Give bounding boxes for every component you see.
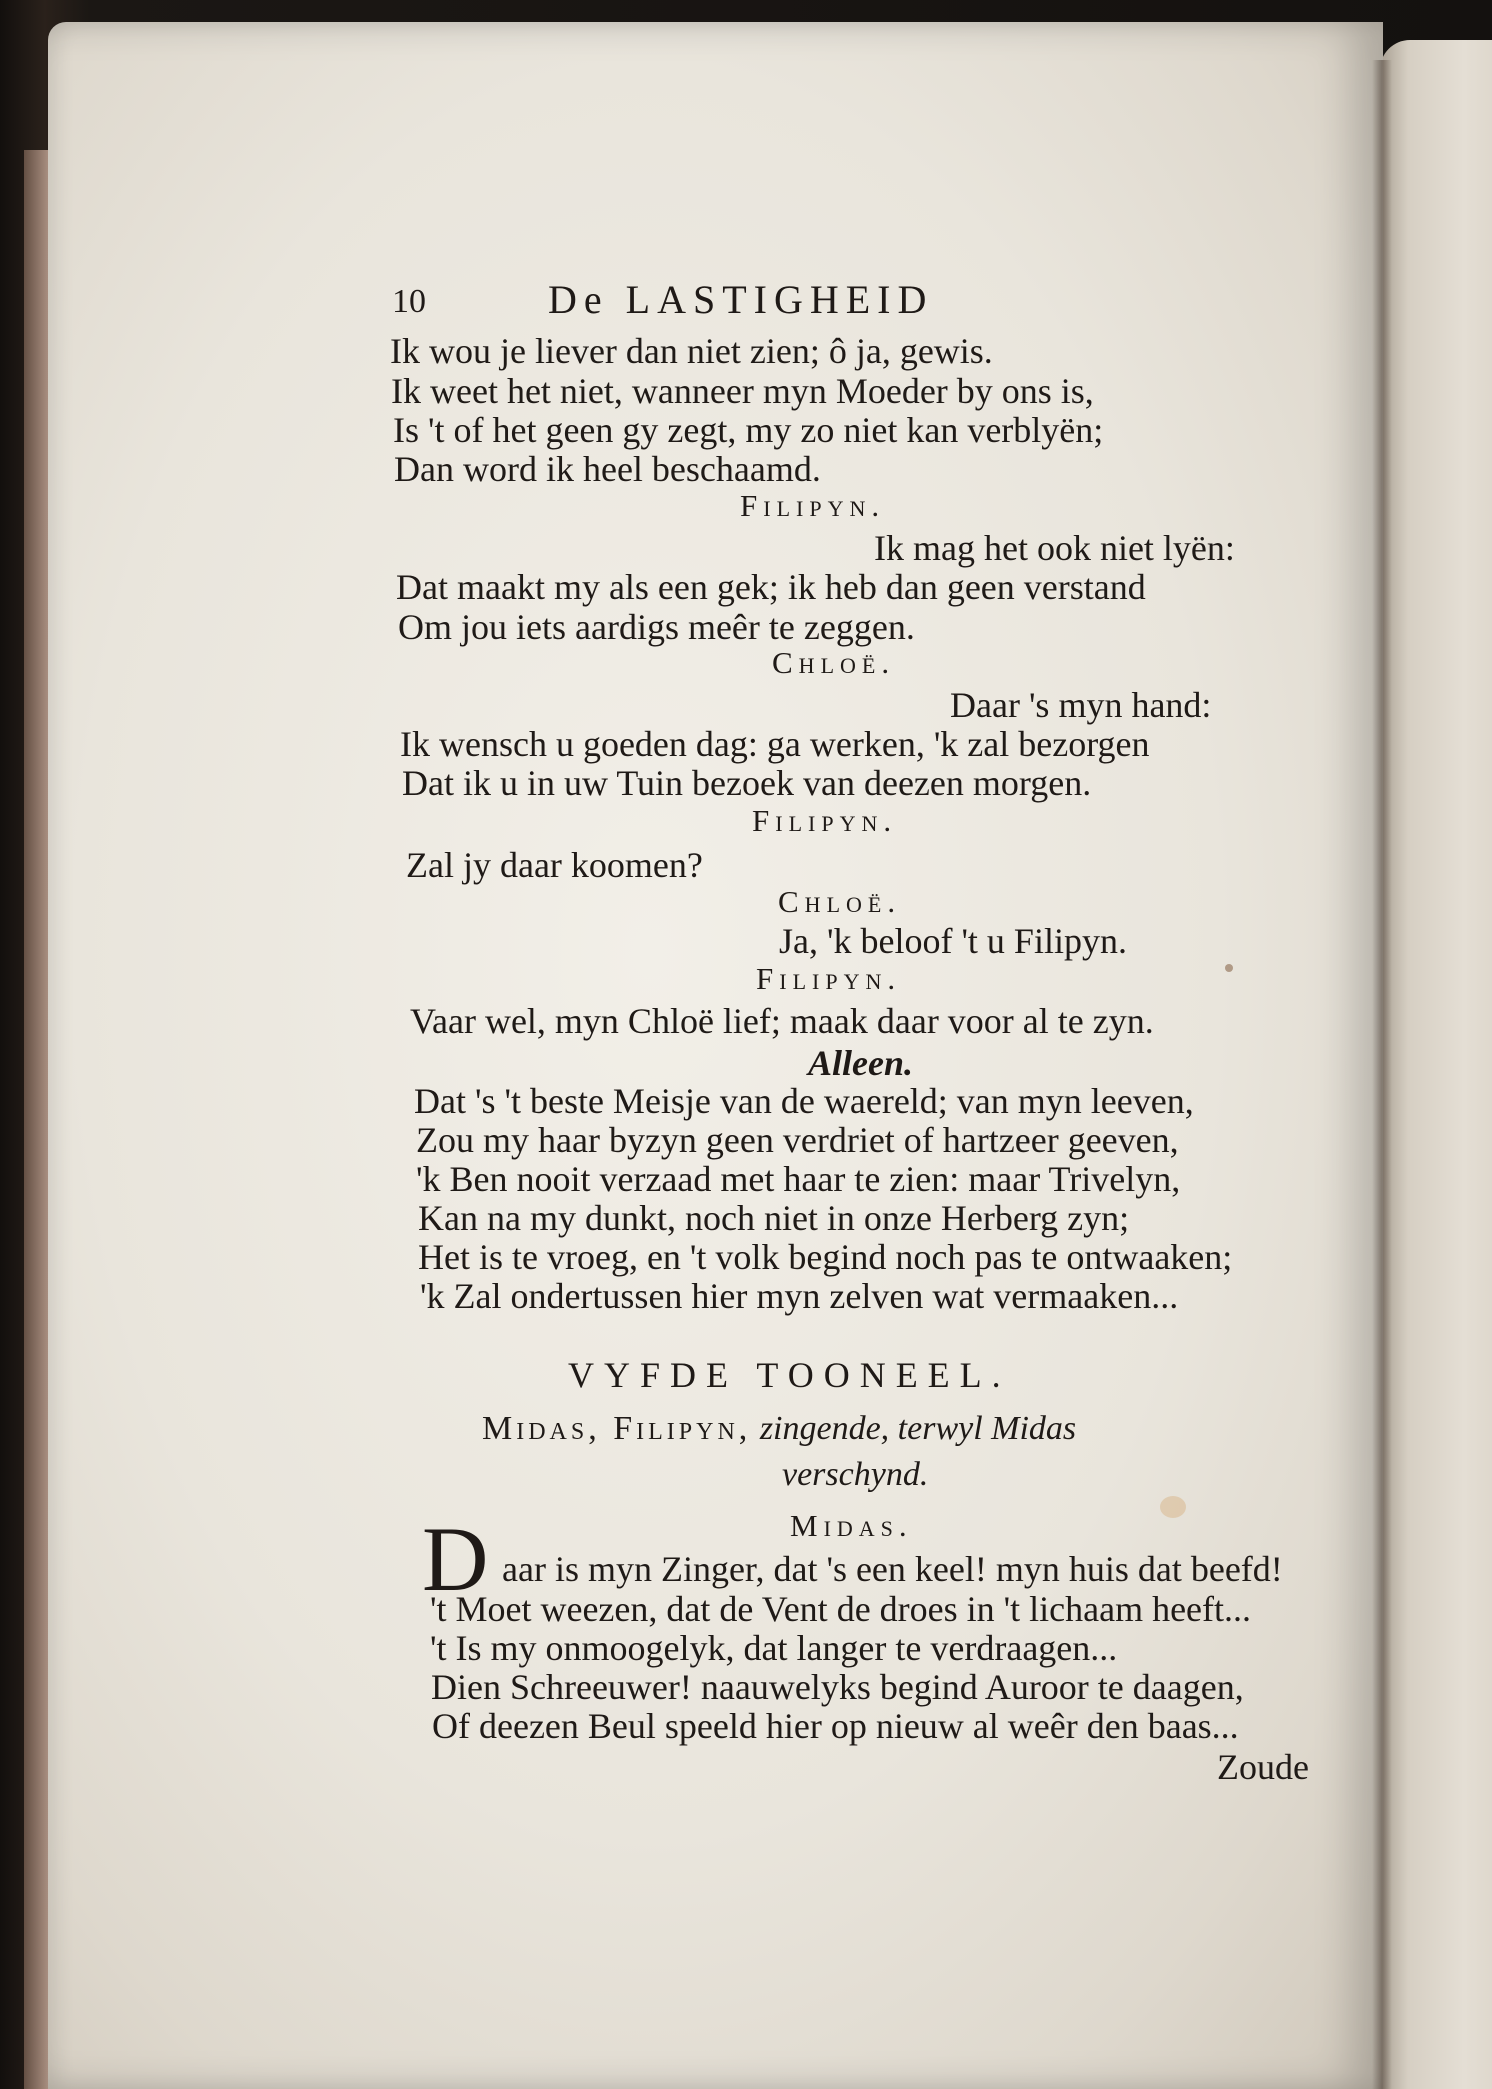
verse-line: Ik wensch u goeden dag: ga werken, 'k zal bezorgen bbox=[400, 724, 1150, 764]
scene-title: VYFDE TOONEEL. bbox=[568, 1355, 1011, 1395]
verse-line: Dan word ik heel beschaamd. bbox=[394, 449, 821, 489]
verse-line: 'k Zal ondertussen hier myn zelven wat vermaaken... bbox=[420, 1276, 1179, 1316]
verse-line: Om jou iets aardigs meêr te zeggen. bbox=[398, 607, 915, 647]
speaker-name: Filipyn. bbox=[740, 488, 886, 523]
verse-line: Ja, 'k beloof 't u Filipyn. bbox=[779, 921, 1127, 961]
verse-line: aar is myn Zinger, dat 's een keel! myn huis dat beefd! bbox=[502, 1549, 1283, 1589]
verse-line: Dat maakt my als een gek; ik heb dan geen verstand bbox=[396, 567, 1146, 607]
verse-line: Dat ik u in uw Tuin bezoek van deezen morgen. bbox=[402, 763, 1092, 803]
verse-line: 'k Ben nooit verzaad met haar te zien: maar Trivelyn, bbox=[416, 1159, 1181, 1199]
verse-line: Kan na my dunkt, noch niet in onze Herberg zyn; bbox=[418, 1198, 1130, 1238]
speaker-name: Filipyn. bbox=[752, 803, 898, 838]
speaker-name: Filipyn. bbox=[756, 961, 902, 996]
paper-stain bbox=[1225, 964, 1233, 972]
verse-line: Het is te vroeg, en 't volk begind noch pas te ontwaaken; bbox=[418, 1237, 1233, 1277]
verse-line: Zal jy daar koomen? bbox=[406, 845, 703, 885]
speaker-name: Chloë. bbox=[772, 645, 896, 680]
stage-direction: Alleen. bbox=[808, 1043, 913, 1083]
speaker-name: Midas. bbox=[790, 1508, 913, 1543]
page-gutter bbox=[1372, 60, 1392, 2089]
speaker-name: Chloë. bbox=[778, 884, 902, 919]
verse-line: Vaar wel, myn Chloë lief; maak daar voor al te zyn. bbox=[410, 1001, 1154, 1041]
verse-line: 't Moet weezen, dat de Vent de droes in 't lichaam heeft... bbox=[430, 1589, 1252, 1629]
verse-line: Dat 's 't beste Meisje van de waereld; van myn leeven, bbox=[414, 1081, 1194, 1121]
verse-line: Ik weet het niet, wanneer myn Moeder by ons is, bbox=[391, 371, 1094, 411]
verse-line: Is 't of het geen gy zegt, my zo niet kan verblyën; bbox=[393, 410, 1104, 450]
drop-capital: D bbox=[422, 1508, 489, 1610]
running-title: De LASTIGHEID bbox=[548, 277, 934, 322]
catchword: Zoude bbox=[1217, 1747, 1309, 1787]
verse-line: Of deezen Beul speeld hier op nieuw al weêr den baas... bbox=[432, 1706, 1239, 1746]
persons-direction-continued: verschynd. bbox=[782, 1456, 929, 1493]
verse-line: Daar 's myn hand: bbox=[950, 685, 1212, 725]
persons-names: Midas, Filipyn, bbox=[482, 1410, 752, 1447]
facing-page bbox=[1380, 40, 1492, 2089]
dramatis-personae bbox=[482, 1410, 1076, 1448]
verse-line: Dien Schreeuwer! naauwelyks begind Auroor te daagen, bbox=[431, 1667, 1244, 1707]
page-number: 10 bbox=[392, 283, 426, 320]
verse-line: 't Is my onmoogelyk, dat langer te verdraagen... bbox=[430, 1628, 1118, 1668]
persons-direction: zingende, terwyl Midas bbox=[759, 1410, 1077, 1447]
verse-line: Zou my haar byzyn geen verdriet of hartzeer geeven, bbox=[416, 1120, 1179, 1160]
verse-line: Ik wou je liever dan niet zien; ô ja, gewis. bbox=[390, 331, 993, 371]
paper-stain bbox=[1160, 1496, 1186, 1518]
verse-line: Ik mag het ook niet lyën: bbox=[874, 528, 1235, 568]
